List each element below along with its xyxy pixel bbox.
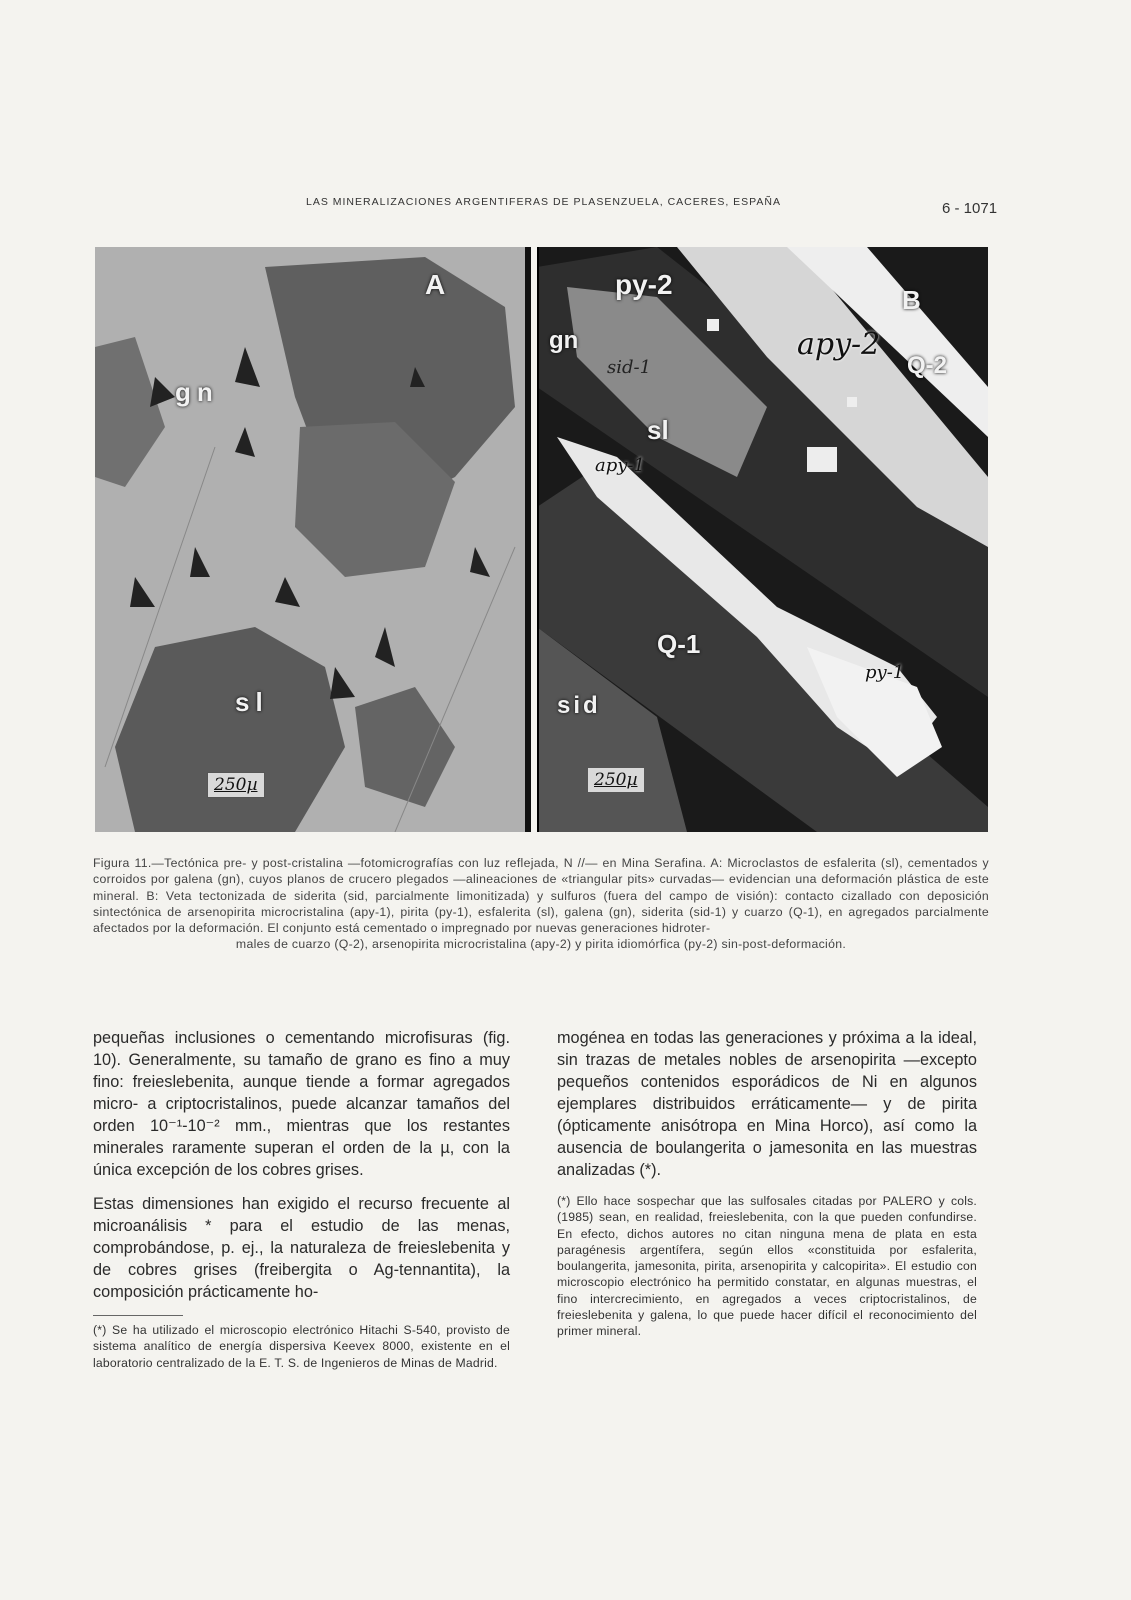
label-apy-2: apy-2 (797, 327, 881, 362)
label-py-1: py-1 (865, 662, 905, 683)
footnote-rule (93, 1315, 183, 1316)
label-q-1: Q-1 (657, 629, 701, 659)
scale-bar-a: 250µ (207, 772, 265, 798)
figure-11 (95, 247, 988, 832)
paragraph: Estas dimensiones han exigido el recurso frecuente al microanálisis * para el estudio de las menas, comprobándose, p. ej., la naturaleza de freieslebenita y de cobres grises (freibergita o Ag-tennantita), la composición prácticamente ho- (93, 1195, 510, 1301)
running-header: LAS MINERALIZACIONES ARGENTIFERAS DE PLASENZUELA, CACERES, ESPAÑA (306, 196, 781, 208)
label-sl-a: sl (235, 687, 269, 717)
micrograph-panel-b (537, 247, 988, 832)
micrograph-b-image (537, 247, 988, 832)
label-sid-1: sid-1 (607, 357, 652, 378)
paragraph: mogénea en todas las generaciones y próxima a la ideal, sin trazas de metales nobles de arsenopirita —excepto pequeños contenidos esporádicos de Ni en algunos ejemplares distribuidos erráticamente— y de pirita (ópticamente anisótropa en Mina Horco), así como la ausencia de boulangerita o jamesonita en las muestras analizadas (*). (557, 1029, 977, 1179)
micrograph-a-image (95, 247, 531, 832)
label-sid: sid (557, 692, 601, 719)
panel-b-letter: B (902, 285, 921, 315)
panel-a-letter: A (425, 269, 446, 300)
footnote-left: (*) Se ha utilizado el microscopio electrónico Hitachi S-540, provisto de sistema analítico de energía dispersiva Keevex 8000, existente en el laboratorio centralizado de la E. T. S. de Ingenieros de Minas de Madrid. (93, 1323, 510, 1370)
label-apy-1: apy-1 (595, 455, 645, 476)
page-number: 6 - 1071 (942, 200, 998, 217)
label-gn-b: gn (549, 327, 579, 354)
scale-bar-b: 250µ (587, 767, 645, 793)
column-right (557, 1027, 977, 1352)
label-gn-a: gn (175, 377, 219, 407)
caption-last-line: males de cuarzo (Q-2), arsenopirita microcristalina (apy-2) y pirita idiomórfica (py-2) sin-post-deformación. (235, 937, 847, 952)
column-left (93, 1027, 510, 1383)
label-q-2: Q-2 (907, 352, 948, 379)
micrograph-panel-a (95, 247, 531, 832)
label-sl-b: sl (647, 415, 669, 445)
paragraph: pequeñas inclusiones o cementando microfisuras (fig. 10). Generalmente, su tamaño de grano es fino a muy fino: freieslebenita, aunque tiende a formar agregados micro- a criptocristalinos, puede alcanzar tamaños del orden 10⁻¹-10⁻² mm., mientras que los restantes minerales raramente superan el orden de la µ, con la única excepción de los cobres grises. (93, 1029, 510, 1179)
label-py-2: py-2 (615, 269, 673, 300)
footnote-right: (*) Ello hace sospechar que las sulfosales citadas por PALERO y cols. (1985) sean, en realidad, freieslebenita, con la que pueden confundirse. En efecto, dichos autores no citan ninguna mena de plata en esta paragénesis argentífera, según ellos «constituida por esfalerita, boulangerita, jamesonita, pirita, arsenopirita y calcopirita». El estudio con microscopio electrónico ha permitido constatar, en algunas muestras, el fino intercrecimiento, en agregados a veces criptocristalinos, de freieslebenita y galena, lo que puede hacer difícil el reconocimiento del primer mineral. (557, 1194, 977, 1339)
figure-caption (93, 855, 989, 953)
caption-text: Figura 11.—Tectónica pre- y post-cristalina —fotomicrografías con luz reflejada, N //— en Mina Serafina. A: Microclastos de esfalerita (sl), cementados y corroidos por galena (gn), cuyos planos de crucero plegados —alineaciones de «triangular pits» curvadas— evidencian una deformación plástica de este mineral. B: Veta tectonizada de siderita (sid, parcialmente limonitizada) y sulfuros (fuera del campo de visión): contacto cizallado con deposición sintectónica de arsenopirita microcristalina (apy-1), pirita (py-1), esfalerita (sl), galena (gn), siderita (sid-1) y cuarzo (Q-1), en agregados parcialmente afectados por la deformación. El conjunto está cementado o impregnado por nuevas generaciones hidroter- (93, 856, 989, 936)
